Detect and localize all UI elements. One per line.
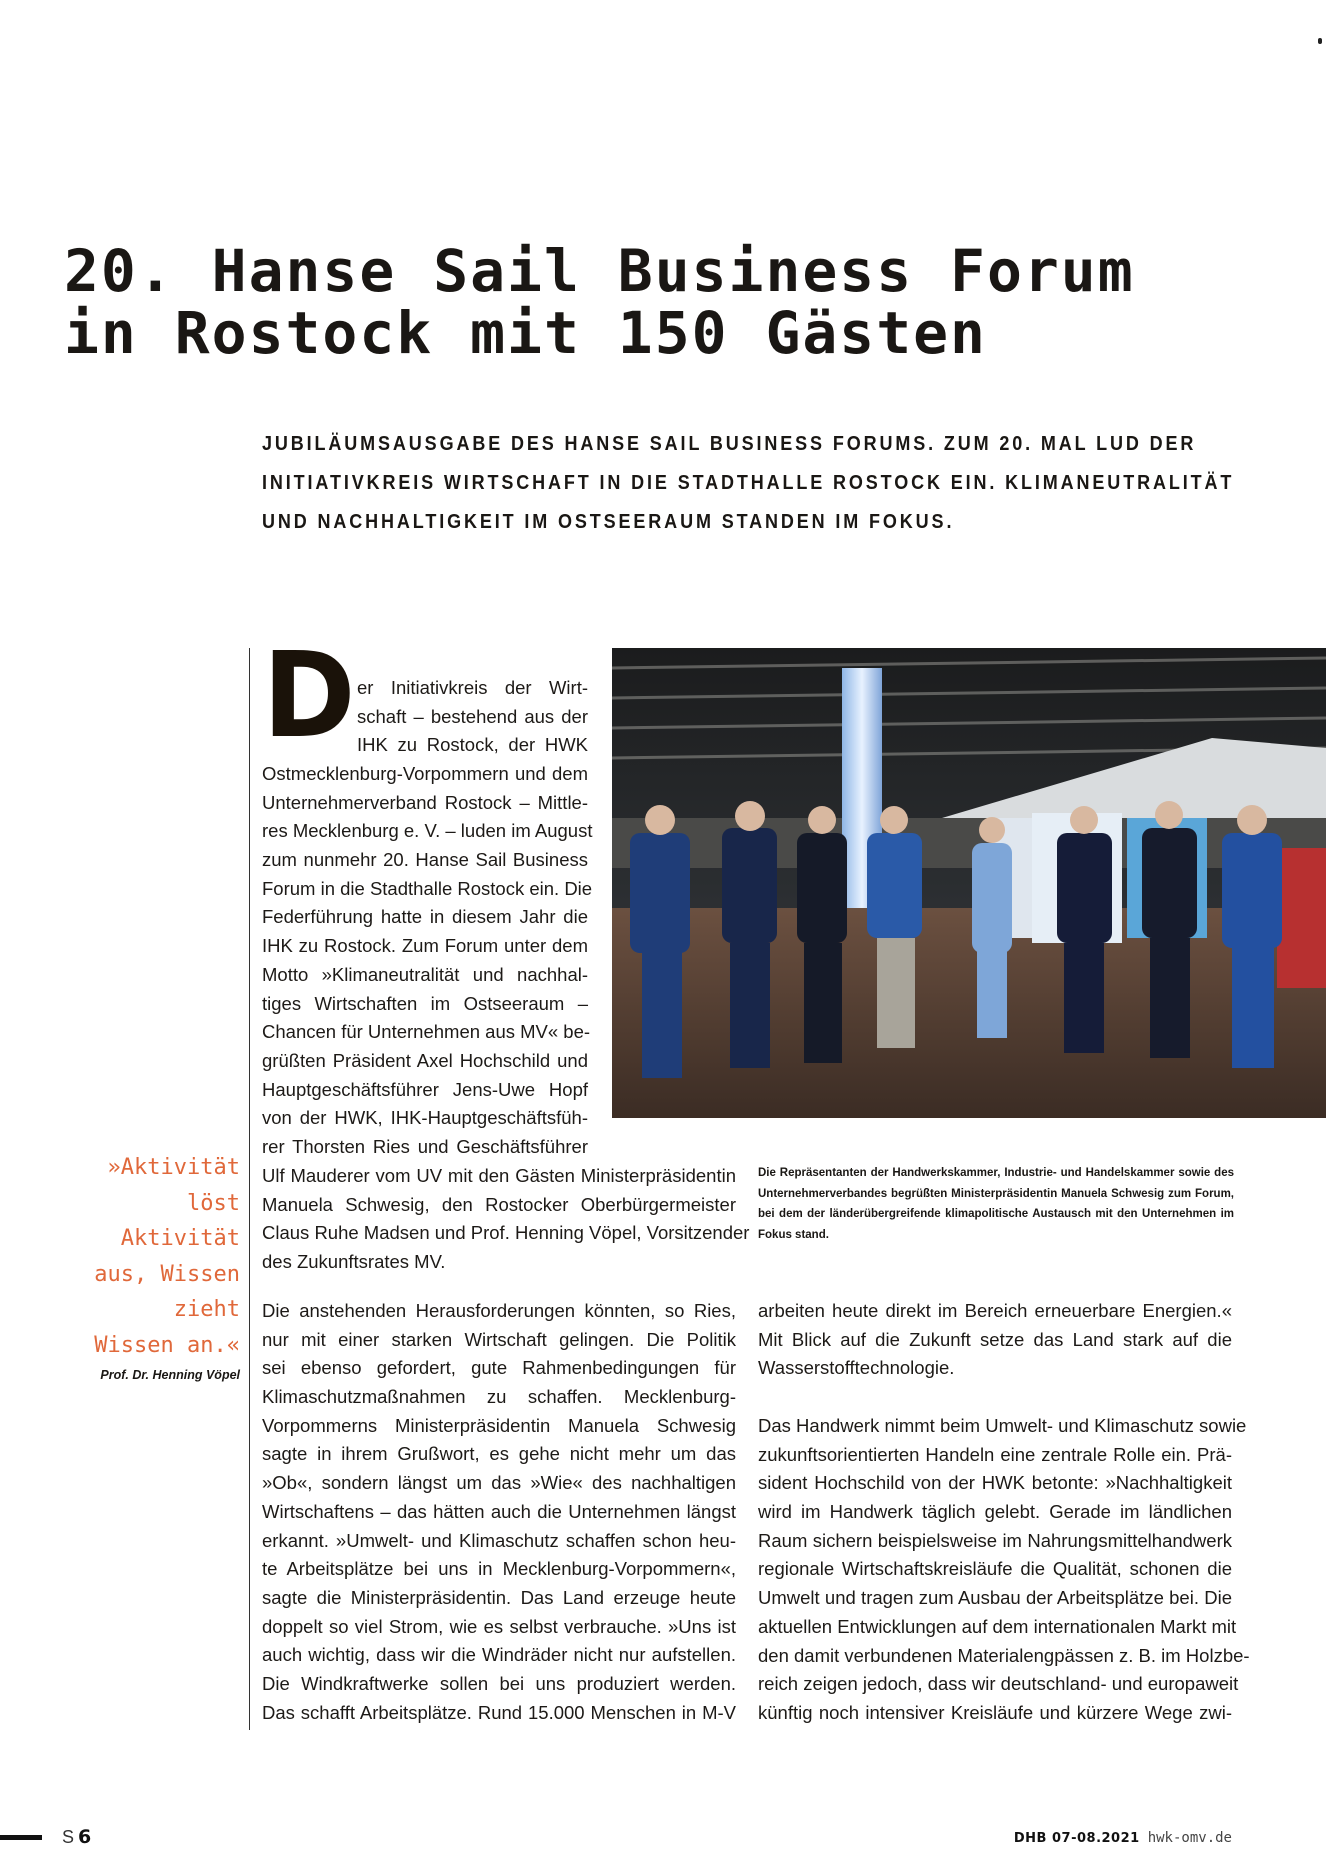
body-column-right-p1 [758,1297,1232,1383]
text-line: künftig noch intensiver Kreisläufe und kürzere Wege zwi- [758,1701,1232,1723]
photo-caption [758,1163,1234,1245]
pull-quote [52,1150,240,1363]
quote-line: aus, Wissen [94,1261,240,1287]
body-column-right-p2 [758,1412,1250,1728]
text-line: Unternehmerverband Rostock – Mittle- [262,791,588,813]
lead-line: UND NACHHALTIGKEIT IM OSTSEERAUM STANDEN IM FOKUS. [262,511,955,533]
text-line: reich zeigen jedoch, dass wir deutschland- und europaweit [758,1673,1239,1695]
caption-line: Die Repräsentanten der Handwerkskammer, Industrie- und Handelskammer sowie des [758,1167,1234,1179]
issue-label: DHB 07-08.2021 [1013,1831,1140,1846]
text-line: von der HWK, IHK-Hauptgeschäftsfüh- [262,1107,588,1129]
title-line: 20. Hanse Sail Business Forum [64,237,1135,305]
title-line: in Rostock mit 150 Gästen [64,299,987,367]
text-line: Federführung hatte in diesem Jahr die [262,906,588,928]
intro-text-narrow [262,760,593,1162]
caption-line: bei dem der länderübergreifende klimapolitische Austausch mit den Unternehmen im [758,1208,1234,1220]
column-rule [249,648,250,1730]
lead-line: JUBILÄUMSAUSGABE DES HANSE SAIL BUSINESS FORUMS. ZUM 20. MAL LUD DER [262,433,1197,455]
text-line: zum nunmehr 20. Hanse Sail Business [262,849,588,871]
text-line: Die Windkraftwerke sollen bei uns produziert werden. [262,1672,736,1694]
text-line: nur mit einer starken Wirtschaft gelingen. Die Politik [262,1328,736,1350]
text-line: te Arbeitsplätze bei uns in Mecklenburg-Vorpommern«, [262,1558,736,1580]
text-line: Forum in die Stadthalle Rostock ein. Die [262,877,593,899]
text-line: Klimaschutzmaßnahmen zu schaffen. Mecklenburg- [262,1386,736,1408]
text-line: tiges Wirtschaften im Ostseeraum – [262,992,588,1014]
group-photo-image [612,648,1326,1118]
text-line: IHK zu Rostock, der HWK [357,734,588,756]
quote-line: zieht [173,1297,240,1322]
page-number [62,1826,91,1848]
text-line: Hauptgeschäftsführer Jens-Uwe Hopf [262,1078,588,1100]
text-line: den damit verbundenen Materialengpässen z. B. im Holzbe- [758,1644,1250,1666]
text-line: res Mecklenburg e. V. – luden im August [262,820,593,842]
intro-text-dropcap [357,674,588,760]
body-column-left [262,1297,736,1727]
text-line: auch wichtig, dass wir die Windräder nicht nur aufstellen. [262,1644,736,1666]
text-line: sagte in ihrem Grußwort, es gehe nicht mehr um das [262,1443,736,1465]
page-number-value: 6 [78,1826,92,1848]
text-line: wird im Handwerk täglich gelebt. Gerade im ländlichen [758,1501,1232,1523]
text-line: Wasserstofftechnologie. [758,1357,955,1379]
text-line: grüßten Präsident Axel Hochschild und [262,1049,588,1071]
text-line: aktuellen Entwicklungen auf dem internationalen Markt mit [758,1615,1237,1637]
text-line: IHK zu Rostock. Zum Forum unter dem [262,935,588,957]
text-line: sident Hochschild von der HWK betonte: »Nachhaltigkeit [758,1472,1232,1494]
quote-line: Aktivität [120,1226,240,1251]
article-title [64,237,1135,367]
footer-info [1014,1829,1232,1846]
text-line: Vorpommerns Ministerpräsidentin Manuela Schwesig [262,1414,736,1436]
text-line: Ostmecklenburg-Vorpommern und dem [262,763,588,784]
text-line: erkannt. »Umwelt- und Klimaschutz schaffen schon heu- [262,1529,736,1551]
quote-line: Wissen an.« [94,1332,240,1358]
text-line: regionale Wirtschaftskreisläufe die Qualität, schonen die [758,1558,1232,1580]
text-line: Umwelt und tragen zum Ausbau der Arbeitsplätze bei. Die [758,1587,1232,1609]
text-line: Mit Blick auf die Zukunft setze das Land stark auf die [758,1328,1232,1350]
text-line: Motto »Klimaneutralität und nachhal- [262,963,588,985]
text-line: schaft – bestehend aus der [357,705,588,727]
quote-line: »Aktivität [107,1155,240,1180]
text-line: Wirtschaftens – das hätten auch die Unternehmen längst [262,1500,736,1522]
text-line: zukunftsorientierten Handeln eine zentrale Rolle ein. Prä- [758,1443,1232,1465]
text-line: Claus Ruhe Madsen und Prof. Henning Vöpel, Vorsitzender [262,1222,750,1244]
page-edge-mark [1318,38,1322,44]
lead-line: INITIATIVKREIS WIRTSCHAFT IN DIE STADTHALLE ROSTOCK EIN. KLIMANEUTRALITÄT [262,472,1235,494]
text-line: des Zukunftsrates MV. [262,1251,446,1273]
text-line: doppelt so viel Strom, wie es selbst verbrauche. »Uns ist [262,1615,736,1637]
article-lead [262,425,1235,542]
text-line: Das Handwerk nimmt beim Umwelt- und Klimaschutz sowie [758,1415,1247,1436]
text-line: Chancen für Unternehmen aus MV« be- [262,1021,591,1043]
text-line: Das schafft Arbeitsplätze. Rund 15.000 Menschen in M-V [262,1701,736,1723]
event-photo [612,648,1326,1118]
text-line: Raum sichern beispielsweise im Nahrungsmittelhandwerk [758,1529,1232,1551]
text-line: er Initiativkreis der Wirt- [357,677,588,698]
footer-bar [0,1835,42,1840]
text-line: sei ebenso gefordert, gute Rahmenbedingungen für [262,1357,736,1379]
text-line: Manuela Schwesig, den Rostocker Oberbürgermeister [262,1193,736,1215]
text-line: Die anstehenden Herausforderungen könnten, so Ries, [262,1300,736,1321]
page-prefix: S [62,1827,75,1847]
intro-text-wide [262,1162,750,1277]
text-line: Ulf Mauderer vom UV mit den Gästen Ministerpräsidentin [262,1165,736,1186]
quote-line: löst [187,1190,240,1216]
website-link[interactable]: hwk-omv.de [1147,1830,1232,1846]
caption-line: Unternehmerverbandes begrüßten Ministerpräsidentin Manuela Schwesig zum Forum, [758,1187,1234,1200]
caption-line: Fokus stand. [758,1228,829,1241]
text-line: rer Thorsten Ries und Geschäftsführer [262,1135,588,1157]
drop-cap: D [262,626,356,764]
quote-author: Prof. Dr. Henning Vöpel [100,1368,240,1382]
text-line: sagte die Ministerpräsidentin. Das Land erzeuge heute [262,1586,736,1608]
text-line: arbeiten heute direkt im Bereich erneuerbare Energien.« [758,1300,1232,1321]
text-line: »Ob«, sondern längst um das »Wie« des nachhaltigen [262,1472,736,1494]
